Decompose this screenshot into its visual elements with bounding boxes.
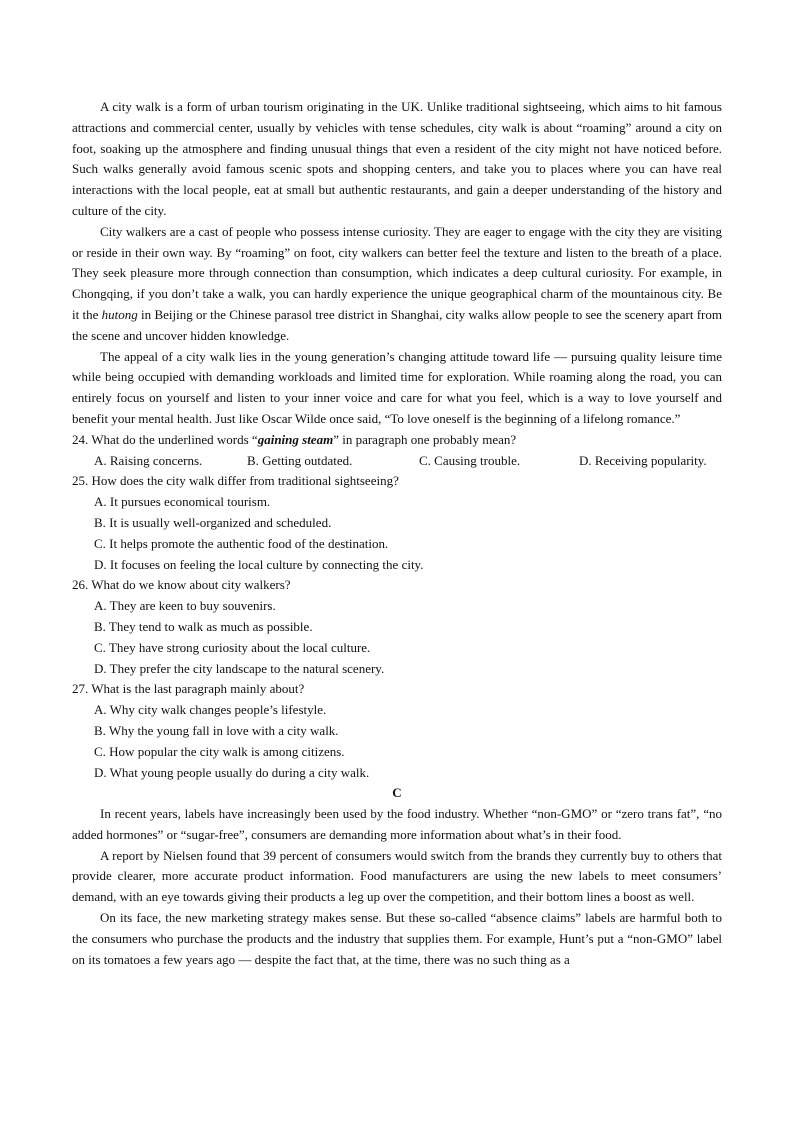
question-24-option-d[interactable]: D. Receiving popularity. xyxy=(579,452,707,468)
exam-page xyxy=(72,97,722,970)
question-24-option-b[interactable]: B. Getting outdated. xyxy=(247,452,353,468)
passage-b-paragraph-3: The appeal of a city walk lies in the young generation’s changing attitude toward life — pursuing quality leisure time while being occupied with demanding workloads and limited time for exploration. While roaming along the road, you can entirely focus on yourself and listen to your inner voice and care for what you feel, which is a way to love yourself and benefit your mental health. Just like Oscar Wilde once said, “To love oneself is the beginning of a lifelong romance.” xyxy=(72,348,722,426)
question-27-option-a[interactable]: A. Why city walk changes people’s lifestyle. xyxy=(94,702,327,718)
passage-c-paragraph-3: On its face, the new marketing strategy makes sense. But these so-called “absence claims” labels are harmful both to the consumers who purchase the products and the industry that supplies them. For example, Hunt’s put a “non-GMO” label on its tomatoes a few years ago — despite the fact that, at the time, there was no such thing as a xyxy=(72,910,722,967)
passage-c-paragraph-2: A report by Nielsen found that 39 percent of consumers would switch from the brands they currently buy to others that provide clearer, more accurate product information. Food manufacturers are using the new labels to meet consumers’ demand, with an eye towards giving their products a leg up over the competition, and their bottom lines a boost as well. xyxy=(72,847,722,905)
question-25-stem: 25. How does the city walk differ from traditional sightseeing? xyxy=(72,473,399,489)
question-27-option-c[interactable]: C. How popular the city walk is among citizens. xyxy=(94,743,345,759)
question-24-stem xyxy=(72,430,722,451)
question-24-option-c[interactable]: C. Causing trouble. xyxy=(419,452,521,468)
passage-c-heading: C xyxy=(392,785,402,801)
question-26-option-c[interactable]: C. They have strong curiosity about the local culture. xyxy=(94,639,371,655)
passage-c-paragraph-1: In recent years, labels have increasingly been used by the food industry. Whether “non-GMO” or “zero trans fat”, “no added hormones” or “sugar-free”, consumers are demanding more information about what’s in their food. xyxy=(72,806,722,842)
question-27-stem: 27. What is the last paragraph mainly about? xyxy=(72,681,305,697)
question-24-option-a[interactable]: A. Raising concerns. xyxy=(94,452,203,468)
question-26-option-d[interactable]: D. They prefer the city landscape to the natural scenery. xyxy=(94,660,385,676)
question-25-option-b[interactable]: B. It is usually well-organized and scheduled. xyxy=(94,514,332,530)
question-25-option-d[interactable]: D. It focuses on feeling the local culture by connecting the city. xyxy=(94,556,424,572)
question-26-stem: 26. What do we know about city walkers? xyxy=(72,577,291,593)
question-26-option-a[interactable]: A. They are keen to buy souvenirs. xyxy=(94,598,276,614)
hutong-term: hutong xyxy=(101,306,138,322)
question-24-stem-a: 24. What do the underlined words “ xyxy=(72,431,258,447)
passage-b-paragraph-2 xyxy=(72,222,722,347)
question-27-option-d[interactable]: D. What young people usually do during a city walk. xyxy=(94,764,370,780)
question-24-options xyxy=(72,451,722,472)
question-24-stem-b: ” in paragraph one probably mean? xyxy=(333,431,517,447)
question-25-option-c[interactable]: C. It helps promote the authentic food of the destination. xyxy=(94,535,389,551)
passage-b-paragraph-1: A city walk is a form of urban tourism originating in the UK. Unlike traditional sightseeing, which aims to hit famous attractions and commercial center, usually by vehicles with tense schedules, city walk is about “roaming” around a city on foot, soaking up the atmosphere and finding unusual things that even a resident of the city might not have noticed before. Such walks generally avoid famous scenic spots and shopping centers, and take you to places where you can have real interactions with the local people, eat at small but authentic restaurants, and gain a deeper understanding of the history and culture of the city. xyxy=(72,99,722,218)
question-25-option-a[interactable]: A. It pursues economical tourism. xyxy=(94,494,271,510)
paragraph-2-text-a: City walkers are a cast of people who possess intense curiosity. They are eager to engage with the city they are visiting or reside in their own way. By “roaming” on foot, city walkers can better feel the texture and listen to the breath of a place. They seek pleasure more through connection than consumption, which indicates a deep cultural curiosity. For example, in Chongqing, if you don’t take a walk, you can hardly experience the unique geographical charm of the mountainous city. Be it the xyxy=(72,223,722,322)
question-24-keyword: gaining steam xyxy=(257,431,334,447)
paragraph-2-text-b: in Beijing or the Chinese parasol tree district in Shanghai, city walks allow people to see the scenery apart from the scene and uncover hidden knowledge. xyxy=(72,306,722,343)
question-26-option-b[interactable]: B. They tend to walk as much as possible. xyxy=(94,618,313,634)
question-27-option-b[interactable]: B. Why the young fall in love with a city walk. xyxy=(94,722,339,738)
